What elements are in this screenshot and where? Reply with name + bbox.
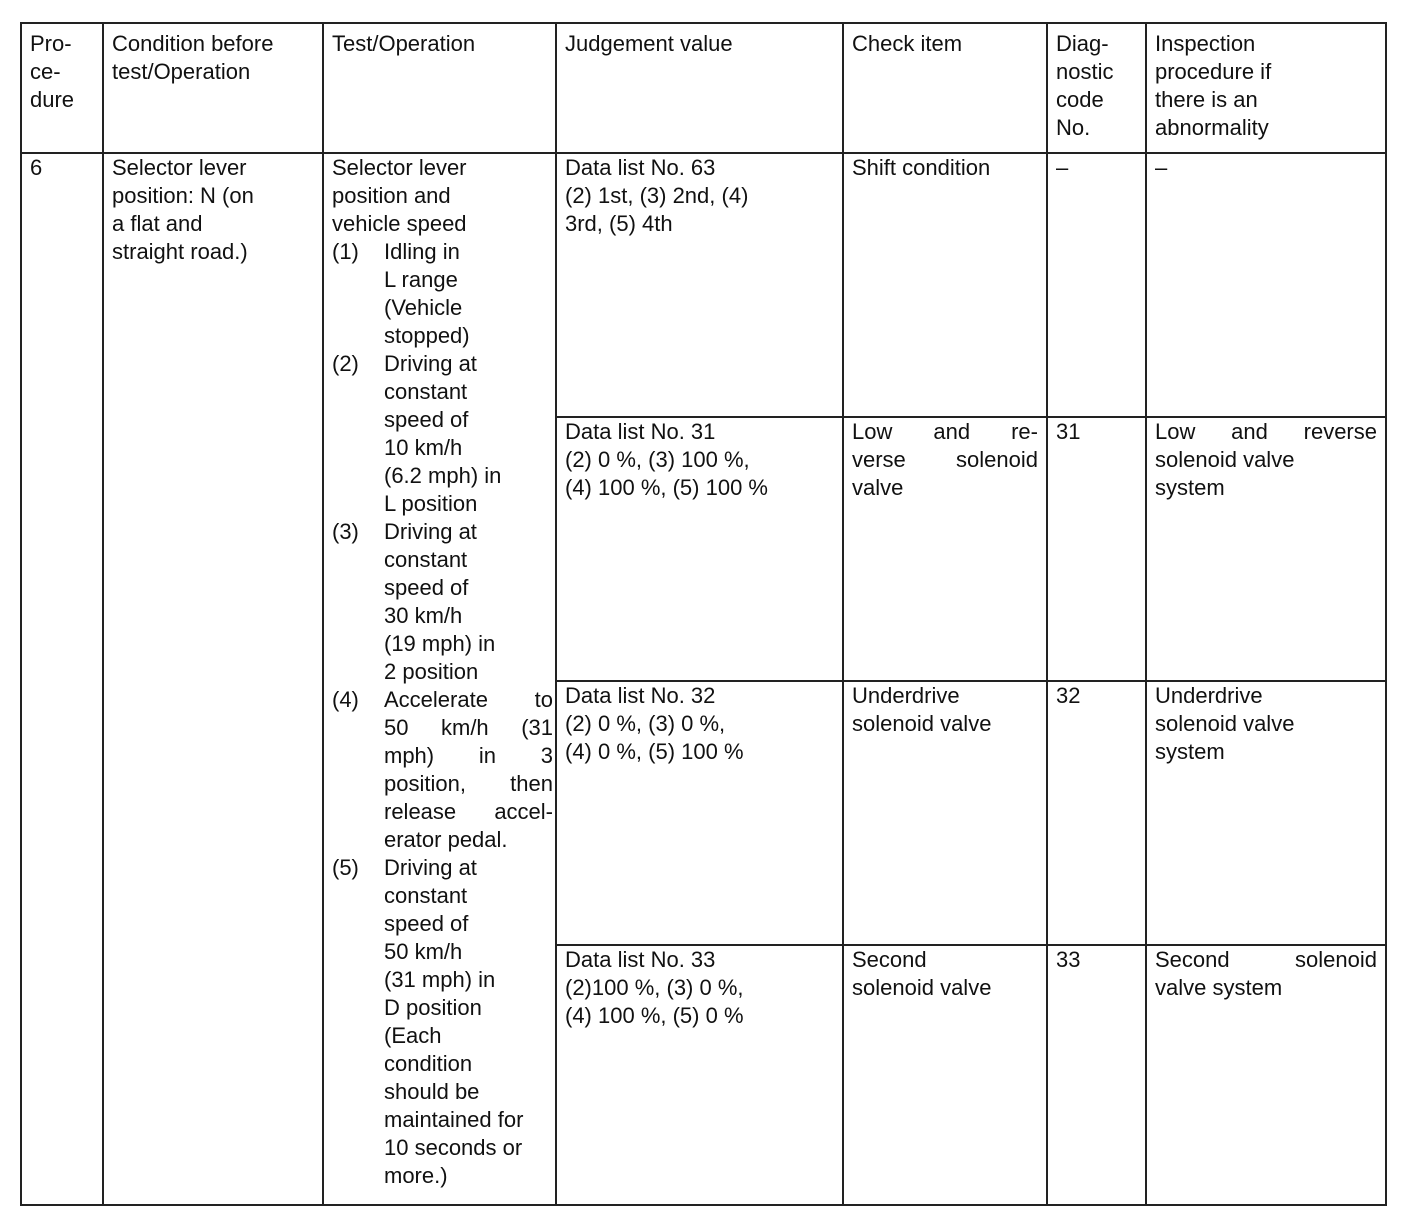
header-row <box>21 23 1386 153</box>
header-diagnostic-code: Diag- nostic code No. <box>1047 23 1146 153</box>
header-judgement-value: Judgement value <box>556 23 843 153</box>
test-operation-cell <box>323 153 556 1205</box>
table-row <box>21 153 1386 417</box>
test-step: (5) Driving at constant speed of 50 km/h (31 mph) in D position (Each condition should be maintained for 10 seconds or more.) <box>332 855 524 1188</box>
diag-code-cell: 32 <box>1047 681 1146 945</box>
check-item-cell: Shift condition <box>843 153 1047 417</box>
header-check-item: Check item <box>843 23 1047 153</box>
diagnosis-table <box>20 22 1387 1206</box>
judgement-cell: Data list No. 31 (2) 0 %, (3) 100 %, (4) 100 %, (5) 100 % <box>556 417 843 681</box>
judgement-cell: Data list No. 33 (2)100 %, (3) 0 %, (4) 100 %, (5) 0 % <box>556 945 843 1205</box>
test-step: (3) Driving at constant speed of 30 km/h (19 mph) in 2 position <box>332 519 496 684</box>
check-item-cell: Second solenoid valve <box>843 945 1047 1205</box>
inspection-cell: Underdrive solenoid valve system <box>1146 681 1386 945</box>
condition-cell: Selector lever position: N (on a flat and straight road.) <box>103 153 323 1205</box>
inspection-cell: Second solenoid valve system <box>1146 945 1386 1205</box>
test-step: (1) Idling in L range (Vehicle stopped) <box>332 239 470 348</box>
judgement-cell: Data list No. 32 (2) 0 %, (3) 0 %, (4) 0 %, (5) 100 % <box>556 681 843 945</box>
test-step: (2) Driving at constant speed of 10 km/h (6.2 mph) in L position <box>332 351 502 516</box>
header-condition: Condition before test/Operation <box>103 23 323 153</box>
test-intro: Selector lever position and vehicle speed <box>332 155 467 236</box>
inspection-cell: Low and reverse solenoid valve system <box>1146 417 1386 681</box>
inspection-cell: – <box>1146 153 1386 417</box>
header-inspection-procedure: Inspection procedure if there is an abnormality <box>1146 23 1386 153</box>
check-item-cell: Underdrive solenoid valve <box>843 681 1047 945</box>
check-item-cell: Low and re- verse solenoid valve <box>843 417 1047 681</box>
diag-code-cell: – <box>1047 153 1146 417</box>
diag-code-cell: 31 <box>1047 417 1146 681</box>
diag-code-cell: 33 <box>1047 945 1146 1205</box>
judgement-cell: Data list No. 63 (2) 1st, (3) 2nd, (4) 3rd, (5) 4th <box>556 153 843 417</box>
procedure-number: 6 <box>21 153 103 1205</box>
test-step: (4) Accelerate to 50 km/h (31 mph) in 3 position, then release accel- erator pedal. <box>332 687 553 852</box>
header-procedure: Pro- ce- dure <box>21 23 103 153</box>
header-test-operation: Test/Operation <box>323 23 556 153</box>
